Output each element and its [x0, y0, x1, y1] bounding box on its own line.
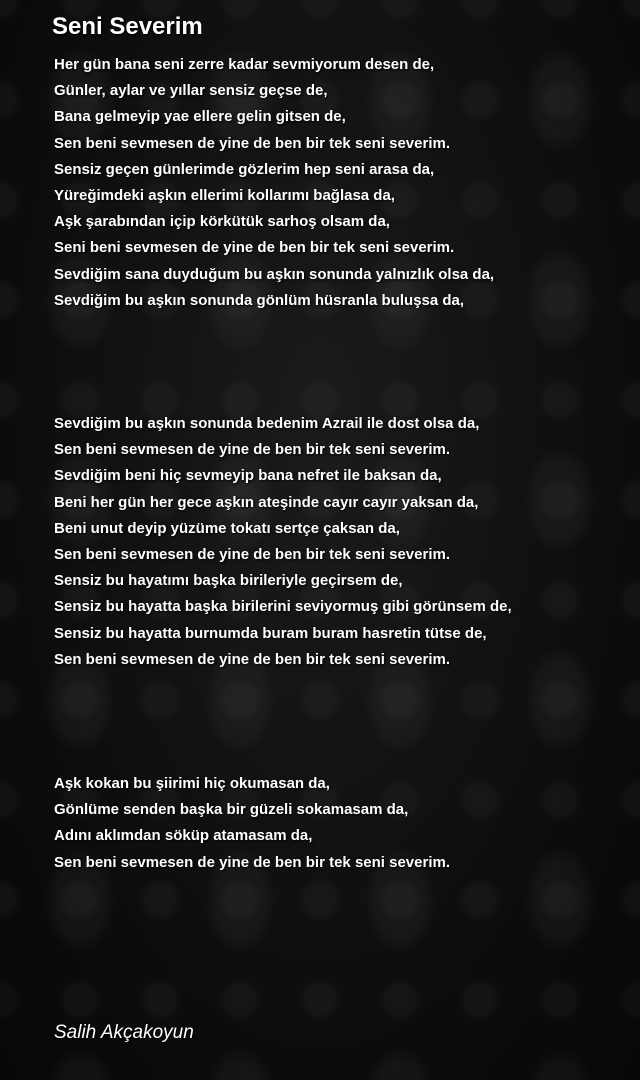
poem-line: Sevdiğim bu aşkın sonunda gönlüm hüsranla buluşsa da, [54, 291, 465, 309]
poem-line: Sevdiğim bu aşkın sonunda bedenim Azrail ile dost olsa da, [54, 415, 480, 432]
stanza-3 [54, 771, 450, 876]
poem-line: Sevdiğim beni hiç sevmeyip bana nefret ile baksan da, [54, 467, 442, 485]
poem-line: Sensiz bu hayatta burnumda buram buram hasretin tütse de, [54, 624, 487, 642]
poem-title: Seni Severim [52, 13, 203, 40]
poem-line: Sevdiğim sana duyduğum bu aşkın sonunda yalnızlık olsa da, [54, 265, 495, 283]
poem-line: Sen beni sevmesen de yine de ben bir tek seni severim. [54, 441, 451, 459]
stanza-1 [54, 52, 494, 314]
poem-line: Sen beni sevmesen de yine de ben bir tek seni severim. [54, 650, 451, 668]
poem-line: Sen beni sevmesen de yine de ben bir tek seni severim. [54, 853, 451, 871]
stanza-2 [54, 411, 512, 673]
poem-line: Sen beni sevmesen de yine de ben bir tek seni severim. [54, 546, 451, 564]
poem-line: Sensiz geçen günlerimde gözlerim hep seni arasa da, [54, 160, 435, 178]
poem-line: Sensiz bu hayatta başka birilerini seviyormuş gibi görünsem de, [54, 598, 512, 616]
poem-line: Bana gelmeyip yae ellere gelin gitsen de, [54, 108, 346, 126]
poem-line: Yüreğimdeki aşkın ellerimi kollarımı bağlasa da, [54, 187, 395, 205]
poem-line: Gönlüme senden başka bir güzeli sokamasam da, [54, 801, 409, 819]
poem-line: Seni beni sevmesen de yine de ben bir tek seni severim. [54, 239, 455, 257]
poem-author: Salih Akçakoyun [54, 1022, 194, 1043]
poem-line: Beni unut deyip yüzüme tokatı sertçe çaksan da, [54, 519, 400, 537]
poem-line: Aşk şarabından içip körkütük sarhoş olsam da, [54, 213, 390, 231]
poem-line: Her gün bana seni zerre kadar sevmiyorum desen de, [54, 56, 435, 73]
poem-line: Aşk kokan bu şiirimi hiç okumasan da, [54, 775, 330, 792]
poem-line: Sen beni sevmesen de yine de ben bir tek seni severim. [54, 134, 451, 152]
poem-line: Günler, aylar ve yıllar sensiz geçse de, [54, 82, 328, 100]
poem-line: Beni her gün her gece aşkın ateşinde cayır cayır yaksan da, [54, 493, 479, 511]
poem-line: Adını aklımdan söküp atamasam da, [54, 827, 313, 845]
poem-line: Sensiz bu hayatımı başka birileriyle geçirsem de, [54, 572, 403, 590]
